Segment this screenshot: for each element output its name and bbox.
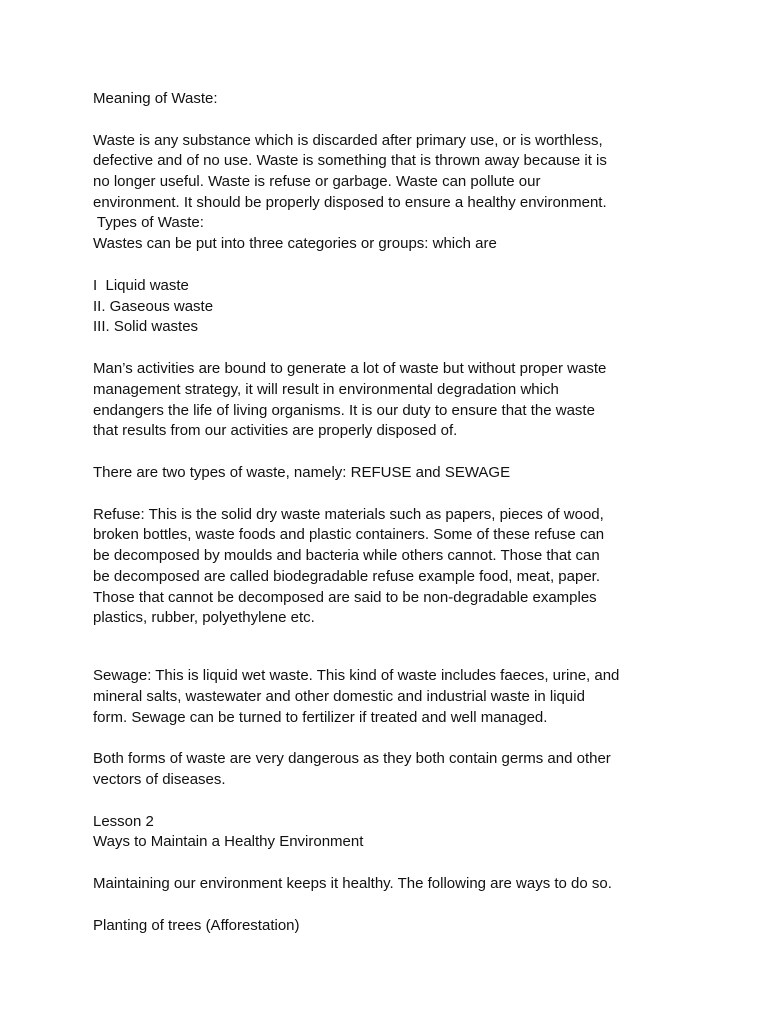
definition-line: environment. It should be properly disposed to ensure a healthy environment. <box>93 194 607 211</box>
refuse-line: Those that cannot be decomposed are said to be non-degradable examples <box>93 589 597 606</box>
refuse-line: be decomposed by moulds and bacteria while others cannot. Those that can <box>93 547 600 564</box>
dangerous-line: vectors of diseases. <box>93 771 226 788</box>
types-heading: Types of Waste: <box>93 214 204 231</box>
definition-line: defective and of no use. Waste is something that is thrown away because it is <box>93 152 607 169</box>
refuse-line: broken bottles, waste foods and plastic containers. Some of these refuse can <box>93 526 605 543</box>
maintaining-line: Maintaining our environment keeps it healthy. The following are ways to do so. <box>93 875 612 892</box>
refuse-line: plastics, rubber, polyethylene etc. <box>93 609 315 626</box>
activities-line: that results from our activities are properly disposed of. <box>93 422 458 439</box>
category-item: II. Gaseous waste <box>93 298 214 315</box>
refuse-line: Refuse: This is the solid dry waste materials such as papers, pieces of wood, <box>93 506 604 523</box>
category-item: I Liquid waste <box>93 277 189 294</box>
lesson-title: Ways to Maintain a Healthy Environment <box>93 833 364 850</box>
sewage-line: mineral salts, wastewater and other domestic and industrial waste in liquid <box>93 688 585 705</box>
category-item: III. Solid wastes <box>93 318 199 335</box>
sewage-line: Sewage: This is liquid wet waste. This kind of waste includes faeces, urine, and <box>93 667 620 684</box>
definition-line: no longer useful. Waste is refuse or garbage. Waste can pollute our <box>93 173 541 190</box>
definition-line: Waste is any substance which is discarded after primary use, or is worthless, <box>93 132 603 149</box>
activities-line: endangers the life of living organisms. It is our duty to ensure that the waste <box>93 402 595 419</box>
lesson-label: Lesson 2 <box>93 813 154 830</box>
refuse-line: be decomposed are called biodegradable refuse example food, meat, paper. <box>93 568 601 585</box>
planting-line: Planting of trees (Afforestation) <box>93 917 300 934</box>
two-types-line: There are two types of waste, namely: REFUSE and SEWAGE <box>93 464 511 481</box>
categories-intro: Wastes can be put into three categories or groups: which are <box>93 235 497 252</box>
dangerous-line: Both forms of waste are very dangerous as they both contain germs and other <box>93 750 611 767</box>
meaning-heading: Meaning of Waste: <box>93 90 218 107</box>
sewage-line: form. Sewage can be turned to fertilizer if treated and well managed. <box>93 709 548 726</box>
activities-line: Man’s activities are bound to generate a lot of waste but without proper waste <box>93 360 607 377</box>
activities-line: management strategy, it will result in environmental degradation which <box>93 381 559 398</box>
